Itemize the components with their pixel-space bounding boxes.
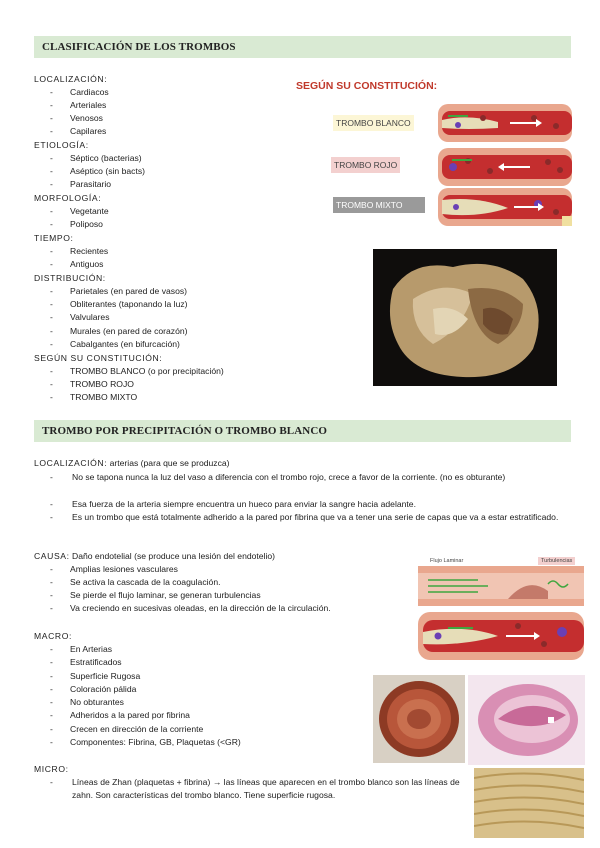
category-label: TIEMPO: xyxy=(34,233,74,243)
vessel-white-thrombus-diagram xyxy=(438,104,572,142)
thrombus-label-red: TROMBO ROJO xyxy=(331,157,400,173)
list-item: - Parasitario xyxy=(50,179,112,189)
section-title: TROMBO POR PRECIPITACIÓN O TROMBO BLANCO xyxy=(34,420,571,442)
list-item: - TROMBO BLANCO (o por precipitación) xyxy=(50,366,224,376)
list-item: - Aséptico (sin bacts) xyxy=(50,166,145,176)
list-item: - En Arterias xyxy=(50,644,113,654)
list-item: - Superficie Rugosa xyxy=(50,671,141,681)
localizacion-line: LOCALIZACIÓN: arterias (para que se produzca) xyxy=(34,458,230,468)
list-item: - Líneas de Zhan (plaquetas + fibrina) → las líneas que aparecen en el trombo blanco son las líneas de zahn. Son características del trombo blanco. Tiene superficie rugosa. xyxy=(50,777,460,801)
list-item: - Parietales (en pared de vasos) xyxy=(50,286,188,296)
category-label: MACRO: xyxy=(34,631,72,641)
list-item: - Recientes xyxy=(50,246,109,256)
list-item: - Se activa la cascada de la coagulación. xyxy=(50,577,221,587)
list-item: - Murales (en pared de corazón) xyxy=(50,326,188,336)
heart-thrombus-photo xyxy=(373,249,557,386)
figure-heading: SEGÚN SU CONSTITUCIÓN: xyxy=(296,80,438,92)
flow-label: Flujo Laminar xyxy=(430,558,464,564)
category-label: DISTRIBUCIÓN: xyxy=(34,273,106,283)
thrombus-histology-photo xyxy=(468,675,585,765)
list-item: - No se tapona nunca la luz del vaso a diferencia con el trombo rojo, crece a favor de la corriente. (no es obturante) xyxy=(50,472,506,482)
causa-line: CAUSA: Daño endotelial (se produce una lesión del endotelio) xyxy=(34,551,276,561)
list-item: - Estratificados xyxy=(50,657,122,667)
list-item: - Venosos xyxy=(50,113,103,123)
list-item: - Esa fuerza de la arteria siempre encuentra un hueco para enviar la sangre hacia adelante. xyxy=(50,499,416,509)
list-item: - Cabalgantes (en bifurcación) xyxy=(50,339,180,349)
list-item: - Componentes: Fibrina, GB, Plaquetas (<GR) xyxy=(50,737,241,747)
section-title: CLASIFICACIÓN DE LOS TROMBOS xyxy=(34,36,571,58)
thrombus-label-mixed: TROMBO MIXTO xyxy=(333,197,425,213)
list-item: - Coloración pálida xyxy=(50,684,137,694)
vessel-red-thrombus-diagram xyxy=(438,148,572,186)
list-item: - TROMBO MIXTO xyxy=(50,392,138,402)
list-item: - Séptico (bacterias) xyxy=(50,153,142,163)
list-item: - Va creciendo en sucesivas oleadas, en la dirección de la circulación. xyxy=(50,603,331,613)
list-item: - Antiguos xyxy=(50,259,104,269)
category-label: MORFOLOGÍA: xyxy=(34,193,102,203)
list-item: - Vegetante xyxy=(50,206,109,216)
list-item: - Capilares xyxy=(50,126,107,136)
list-item: - Poliposo xyxy=(50,219,103,229)
vessel-mixed-thrombus-diagram xyxy=(438,188,572,226)
list-item: - TROMBO ROJO xyxy=(50,379,134,389)
list-item: - Adheridos a la pared por fibrina xyxy=(50,710,190,720)
category-label: MICRO: xyxy=(34,764,69,774)
list-item: - No obturantes xyxy=(50,697,124,707)
zahn-lines-micro-photo xyxy=(474,768,584,838)
list-item: - Obliterantes (taponando la luz) xyxy=(50,299,188,309)
turbulence-label: Turbulencias xyxy=(538,557,575,565)
list-item: - Arteriales xyxy=(50,100,107,110)
thrombus-label-white: TROMBO BLANCO xyxy=(333,115,414,131)
category-label: ETIOLOGÍA: xyxy=(34,140,89,150)
list-item: - Es un trombo que está totalmente adherido a la pared por fibrina que va a tener una serie de capas que va a estar estratificado. xyxy=(50,512,559,522)
category-label: SEGÚN SU CONSTITUCIÓN: xyxy=(34,353,163,363)
category-label: LOCALIZACIÓN: xyxy=(34,74,108,84)
list-item: - Cardiacos xyxy=(50,87,109,97)
vessel-growth-diagram xyxy=(418,612,584,660)
thrombus-macro-photo xyxy=(373,675,465,763)
list-item: - Valvulares xyxy=(50,312,110,322)
list-item: - Crecen en dirección de la corriente xyxy=(50,724,204,734)
list-item: - Amplias lesiones vasculares xyxy=(50,564,178,574)
laminar-flow-diagram xyxy=(418,556,584,606)
list-item: - Se pierde el flujo laminar, se generan turbulencias xyxy=(50,590,261,600)
